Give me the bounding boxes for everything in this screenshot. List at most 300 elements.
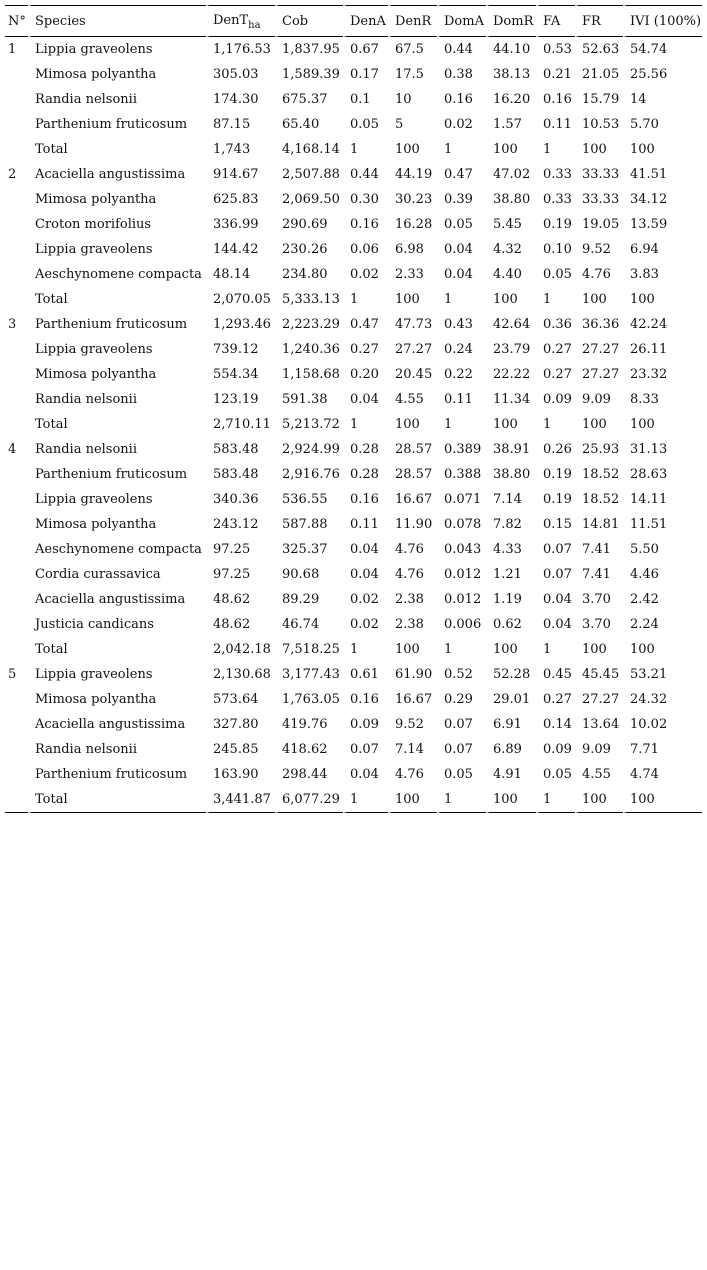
table-row [5, 62, 702, 87]
table-body [5, 37, 702, 813]
cell-importance-value: 3.83 [623, 262, 702, 287]
cell-dominance-absolute: 0.22 [437, 362, 486, 387]
cell-density-total: 554.34 [206, 362, 275, 387]
cell-dominance-relative: 38.91 [486, 437, 536, 462]
cell-species: Mimosa polyantha [28, 62, 206, 87]
table-row [5, 612, 702, 637]
cell-dominance-relative: 38.80 [486, 462, 536, 487]
cell-cover: 298.44 [275, 762, 343, 787]
cell-number [5, 512, 28, 537]
cell-dominance-relative: 0.62 [486, 612, 536, 637]
cell-cover: 6,077.29 [275, 787, 343, 813]
cell-frequency-absolute: 0.04 [536, 612, 575, 637]
cell-frequency-relative: 9.09 [575, 737, 623, 762]
cell-density-total: 243.12 [206, 512, 275, 537]
cell-frequency-relative: 27.27 [575, 687, 623, 712]
cell-cover: 1,158.68 [275, 362, 343, 387]
cell-number: 4 [8, 442, 17, 457]
cell-species: Parthenium fruticosum [28, 312, 206, 337]
cell-density-relative: 9.52 [388, 712, 437, 737]
cell-dominance-relative: 11.34 [486, 387, 536, 412]
cell-density-absolute: 0.05 [343, 112, 388, 137]
header-species: Species [28, 5, 206, 37]
cell-density-total: 2,710.11 [206, 412, 275, 437]
header-density-absolute: DenA [343, 5, 388, 37]
cell-dominance-relative: 52.28 [486, 662, 536, 687]
cell-dominance-absolute: 0.078 [437, 512, 486, 537]
cell-cover: 419.76 [275, 712, 343, 737]
table-row [5, 537, 702, 562]
cell-frequency-relative: 27.27 [575, 337, 623, 362]
cell-density-relative: 100 [388, 637, 437, 662]
cell-frequency-absolute: 0.27 [536, 337, 575, 362]
cell-frequency-absolute: 0.53 [536, 37, 575, 62]
cell-dominance-absolute: 0.52 [437, 662, 486, 687]
cell-density-total: 87.15 [206, 112, 275, 137]
cell-species: Randia nelsonii [28, 387, 206, 412]
cell-density-relative: 67.5 [388, 37, 437, 62]
cell-dominance-absolute: 0.11 [437, 387, 486, 412]
cell-importance-value: 14 [623, 87, 702, 112]
cell-importance-value: 8.33 [623, 387, 702, 412]
cell-frequency-relative: 7.41 [575, 537, 623, 562]
cell-frequency-relative: 4.55 [575, 762, 623, 787]
cell-number: 5 [8, 667, 17, 682]
table-row [5, 187, 702, 212]
cell-frequency-absolute: 1 [536, 787, 575, 813]
cell-density-absolute: 0.02 [343, 612, 388, 637]
cell-frequency-absolute: 0.07 [536, 537, 575, 562]
table-row [5, 437, 702, 462]
header-row [5, 5, 702, 37]
cell-species: Lippia graveolens [28, 237, 206, 262]
header-dominance-absolute: DomA [437, 5, 486, 37]
cell-number [5, 212, 28, 237]
cell-density-relative: 11.90 [388, 512, 437, 537]
cell-importance-value: 11.51 [623, 512, 702, 537]
cell-cover: 1,837.95 [275, 37, 343, 62]
cell-species: Total [28, 137, 206, 162]
cell-species: Mimosa polyantha [28, 187, 206, 212]
cell-density-total: 336.99 [206, 212, 275, 237]
cell-density-total: 2,042.18 [206, 637, 275, 662]
header-cover: Cob [275, 5, 343, 37]
cell-dominance-absolute: 0.43 [437, 312, 486, 337]
total-row [5, 412, 702, 437]
cell-species: Parthenium fruticosum [28, 762, 206, 787]
cell-frequency-absolute: 0.33 [536, 187, 575, 212]
cell-cover: 7,518.25 [275, 637, 343, 662]
cell-cover: 325.37 [275, 537, 343, 562]
cell-frequency-absolute: 0.36 [536, 312, 575, 337]
cell-cover: 4,168.14 [275, 137, 343, 162]
cell-number: 3 [8, 317, 17, 332]
cell-cover: 3,177.43 [275, 662, 343, 687]
cell-density-absolute: 1 [343, 412, 388, 437]
cell-dominance-relative: 42.64 [486, 312, 536, 337]
cell-importance-value: 100 [623, 287, 702, 312]
cell-density-absolute: 0.44 [343, 162, 388, 187]
cell-importance-value: 53.21 [623, 662, 702, 687]
cell-density-total: 3,441.87 [206, 787, 275, 813]
cell-frequency-absolute: 0.27 [536, 362, 575, 387]
cell-species: Parthenium fruticosum [28, 462, 206, 487]
table-row [5, 587, 702, 612]
total-row [5, 287, 702, 312]
cell-density-relative: 4.76 [388, 562, 437, 587]
table-row [5, 562, 702, 587]
cell-number [5, 487, 28, 512]
cell-density-total: 163.90 [206, 762, 275, 787]
cell-density-absolute: 1 [343, 637, 388, 662]
cell-dominance-relative: 38.80 [486, 187, 536, 212]
cell-frequency-absolute: 0.04 [536, 587, 575, 612]
cell-density-total: 48.62 [206, 587, 275, 612]
cell-frequency-relative: 52.63 [575, 37, 623, 62]
cell-cover: 290.69 [275, 212, 343, 237]
cell-species: Randia nelsonii [28, 87, 206, 112]
cell-density-absolute: 0.61 [343, 662, 388, 687]
cell-cover: 1,763.05 [275, 687, 343, 712]
table-row [5, 512, 702, 537]
cell-frequency-absolute: 0.16 [536, 87, 575, 112]
cell-frequency-relative: 33.33 [575, 162, 623, 187]
cell-density-absolute: 0.16 [343, 212, 388, 237]
cell-dominance-absolute: 0.39 [437, 187, 486, 212]
cell-cover: 2,507.88 [275, 162, 343, 187]
cell-cover: 2,924.99 [275, 437, 343, 462]
cell-frequency-relative: 4.76 [575, 262, 623, 287]
cell-density-absolute: 0.04 [343, 387, 388, 412]
cell-importance-value: 31.13 [623, 437, 702, 462]
cell-cover: 5,213.72 [275, 412, 343, 437]
cell-species: Lippia graveolens [28, 487, 206, 512]
cell-density-relative: 10 [388, 87, 437, 112]
cell-frequency-absolute: 0.11 [536, 112, 575, 137]
table-row [5, 37, 702, 62]
cell-density-relative: 17.5 [388, 62, 437, 87]
table-row [5, 737, 702, 762]
table-row [5, 212, 702, 237]
cell-species: Randia nelsonii [28, 737, 206, 762]
cell-density-relative: 47.73 [388, 312, 437, 337]
cell-cover: 1,240.36 [275, 337, 343, 362]
cell-frequency-absolute: 0.10 [536, 237, 575, 262]
cell-density-absolute: 0.17 [343, 62, 388, 87]
header-number: N° [5, 5, 28, 37]
cell-density-absolute: 0.11 [343, 512, 388, 537]
cell-frequency-relative: 9.52 [575, 237, 623, 262]
cell-frequency-relative: 100 [575, 287, 623, 312]
cell-dominance-absolute: 0.02 [437, 112, 486, 137]
cell-dominance-relative: 29.01 [486, 687, 536, 712]
cell-importance-value: 23.32 [623, 362, 702, 387]
cell-density-relative: 100 [388, 137, 437, 162]
cell-importance-value: 14.11 [623, 487, 702, 512]
table-row [5, 387, 702, 412]
cell-importance-value: 2.24 [623, 612, 702, 637]
cell-dominance-relative: 4.40 [486, 262, 536, 287]
cell-importance-value: 24.32 [623, 687, 702, 712]
cell-species: Total [28, 637, 206, 662]
cell-species: Aeschynomene compacta [28, 537, 206, 562]
cell-density-total: 340.36 [206, 487, 275, 512]
cell-number [5, 387, 28, 412]
cell-density-relative: 28.57 [388, 437, 437, 462]
total-row [5, 787, 702, 813]
table-row [5, 462, 702, 487]
cell-density-total: 583.48 [206, 437, 275, 462]
cell-cover: 5,333.13 [275, 287, 343, 312]
cell-number [5, 737, 28, 762]
cell-dominance-absolute: 0.05 [437, 762, 486, 787]
cell-species: Acaciella angustissima [28, 162, 206, 187]
cell-density-total: 1,176.53 [206, 37, 275, 62]
cell-dominance-absolute: 0.47 [437, 162, 486, 187]
cell-dominance-absolute: 0.07 [437, 712, 486, 737]
table-row [5, 487, 702, 512]
cell-number [5, 262, 28, 287]
cell-number [5, 637, 28, 662]
cell-number [5, 462, 28, 487]
cell-dominance-absolute: 0.44 [437, 37, 486, 62]
cell-number [5, 612, 28, 637]
species-importance-table [5, 5, 702, 813]
cell-cover: 234.80 [275, 262, 343, 287]
cell-density-relative: 100 [388, 412, 437, 437]
cell-importance-value: 25.56 [623, 62, 702, 87]
cell-number [5, 187, 28, 212]
cell-species: Randia nelsonii [28, 437, 206, 462]
cell-density-relative: 7.14 [388, 737, 437, 762]
cell-density-relative: 4.76 [388, 537, 437, 562]
cell-density-total: 739.12 [206, 337, 275, 362]
cell-frequency-absolute: 1 [536, 137, 575, 162]
cell-frequency-absolute: 0.07 [536, 562, 575, 587]
cell-density-absolute: 0.16 [343, 487, 388, 512]
cell-frequency-relative: 18.52 [575, 487, 623, 512]
cell-number: 1 [8, 42, 17, 57]
table-row [5, 762, 702, 787]
cell-dominance-absolute: 0.071 [437, 487, 486, 512]
cell-density-total: 48.14 [206, 262, 275, 287]
cell-number [5, 537, 28, 562]
cell-species: Acaciella angustissima [28, 587, 206, 612]
header-dominance-relative: DomR [486, 5, 536, 37]
cell-importance-value: 42.24 [623, 312, 702, 337]
table-row [5, 687, 702, 712]
cell-frequency-absolute: 0.26 [536, 437, 575, 462]
table-row [5, 337, 702, 362]
cell-frequency-relative: 21.05 [575, 62, 623, 87]
cell-cover: 2,916.76 [275, 462, 343, 487]
cell-dominance-absolute: 1 [437, 412, 486, 437]
cell-frequency-relative: 13.64 [575, 712, 623, 737]
cell-frequency-relative: 27.27 [575, 362, 623, 387]
cell-importance-value: 4.46 [623, 562, 702, 587]
cell-frequency-relative: 10.53 [575, 112, 623, 137]
cell-number [5, 562, 28, 587]
cell-cover: 46.74 [275, 612, 343, 637]
cell-density-absolute: 1 [343, 787, 388, 813]
cell-cover: 90.68 [275, 562, 343, 587]
header-density-relative: DenR [388, 5, 437, 37]
cell-dominance-absolute: 0.05 [437, 212, 486, 237]
table-row [5, 312, 702, 337]
cell-cover: 418.62 [275, 737, 343, 762]
cell-density-relative: 4.76 [388, 762, 437, 787]
cell-frequency-relative: 25.93 [575, 437, 623, 462]
cell-density-relative: 2.33 [388, 262, 437, 287]
table-row [5, 112, 702, 137]
cell-cover: 675.37 [275, 87, 343, 112]
cell-species: Cordia curassavica [28, 562, 206, 587]
cell-frequency-absolute: 0.19 [536, 487, 575, 512]
cell-importance-value: 100 [623, 637, 702, 662]
cell-dominance-absolute: 0.16 [437, 87, 486, 112]
cell-dominance-absolute: 0.07 [437, 737, 486, 762]
cell-dominance-relative: 6.89 [486, 737, 536, 762]
cell-density-absolute: 0.28 [343, 437, 388, 462]
cell-importance-value: 5.50 [623, 537, 702, 562]
cell-frequency-absolute: 0.19 [536, 462, 575, 487]
cell-density-total: 1,743 [206, 137, 275, 162]
cell-dominance-relative: 47.02 [486, 162, 536, 187]
cell-number [5, 412, 28, 437]
cell-density-absolute: 1 [343, 287, 388, 312]
cell-dominance-absolute: 1 [437, 287, 486, 312]
cell-dominance-relative: 7.82 [486, 512, 536, 537]
cell-species: Aeschynomene compacta [28, 262, 206, 287]
cell-density-absolute: 0.04 [343, 537, 388, 562]
cell-density-total: 2,130.68 [206, 662, 275, 687]
cell-species: Total [28, 412, 206, 437]
cell-frequency-relative: 15.79 [575, 87, 623, 112]
cell-density-relative: 28.57 [388, 462, 437, 487]
cell-dominance-relative: 23.79 [486, 337, 536, 362]
total-row [5, 137, 702, 162]
cell-species: Lippia graveolens [28, 662, 206, 687]
cell-density-absolute: 0.02 [343, 262, 388, 287]
cell-dominance-absolute: 0.006 [437, 612, 486, 637]
cell-number [5, 337, 28, 362]
cell-density-absolute: 0.06 [343, 237, 388, 262]
cell-density-absolute: 0.20 [343, 362, 388, 387]
cell-density-total: 2,070.05 [206, 287, 275, 312]
cell-density-total: 305.03 [206, 62, 275, 87]
cell-density-total: 573.64 [206, 687, 275, 712]
cell-density-absolute: 0.67 [343, 37, 388, 62]
total-row [5, 637, 702, 662]
table-row [5, 87, 702, 112]
cell-frequency-absolute: 0.33 [536, 162, 575, 187]
cell-dominance-absolute: 0.29 [437, 687, 486, 712]
cell-number [5, 237, 28, 262]
cell-importance-value: 100 [623, 412, 702, 437]
cell-dominance-relative: 100 [486, 637, 536, 662]
cell-importance-value: 10.02 [623, 712, 702, 737]
cell-species: Croton morifolius [28, 212, 206, 237]
header-frequency-absolute: FA [536, 5, 575, 37]
cell-dominance-absolute: 0.388 [437, 462, 486, 487]
cell-number [5, 762, 28, 787]
cell-density-absolute: 0.27 [343, 337, 388, 362]
cell-dominance-relative: 4.91 [486, 762, 536, 787]
cell-density-absolute: 0.16 [343, 687, 388, 712]
cell-number [5, 712, 28, 737]
cell-density-total: 583.48 [206, 462, 275, 487]
cell-number [5, 112, 28, 137]
cell-density-total: 914.67 [206, 162, 275, 187]
cell-frequency-absolute: 0.19 [536, 212, 575, 237]
cell-species: Parthenium fruticosum [28, 112, 206, 137]
cell-number [5, 587, 28, 612]
cell-species: Mimosa polyantha [28, 687, 206, 712]
cell-dominance-absolute: 0.043 [437, 537, 486, 562]
cell-density-total: 174.30 [206, 87, 275, 112]
cell-dominance-relative: 1.19 [486, 587, 536, 612]
cell-density-total: 327.80 [206, 712, 275, 737]
cell-cover: 536.55 [275, 487, 343, 512]
cell-dominance-relative: 7.14 [486, 487, 536, 512]
table-row [5, 237, 702, 262]
cell-dominance-relative: 22.22 [486, 362, 536, 387]
table-row [5, 362, 702, 387]
cell-density-relative: 44.19 [388, 162, 437, 187]
cell-density-relative: 4.55 [388, 387, 437, 412]
cell-cover: 2,223.29 [275, 312, 343, 337]
cell-frequency-absolute: 1 [536, 637, 575, 662]
cell-species: Lippia graveolens [28, 337, 206, 362]
cell-frequency-relative: 19.05 [575, 212, 623, 237]
cell-frequency-absolute: 0.09 [536, 737, 575, 762]
cell-dominance-relative: 6.91 [486, 712, 536, 737]
cell-cover: 65.40 [275, 112, 343, 137]
cell-importance-value: 2.42 [623, 587, 702, 612]
cell-number [5, 62, 28, 87]
cell-dominance-relative: 44.10 [486, 37, 536, 62]
cell-dominance-relative: 100 [486, 137, 536, 162]
cell-dominance-relative: 100 [486, 787, 536, 813]
cell-frequency-absolute: 0.15 [536, 512, 575, 537]
cell-density-absolute: 0.47 [343, 312, 388, 337]
cell-frequency-relative: 14.81 [575, 512, 623, 537]
cell-density-relative: 16.67 [388, 487, 437, 512]
cell-cover: 2,069.50 [275, 187, 343, 212]
cell-frequency-absolute: 1 [536, 412, 575, 437]
cell-density-relative: 30.23 [388, 187, 437, 212]
cell-frequency-relative: 36.36 [575, 312, 623, 337]
cell-density-absolute: 0.02 [343, 587, 388, 612]
cell-frequency-absolute: 0.45 [536, 662, 575, 687]
header-density-total [206, 5, 275, 37]
cell-density-absolute: 0.28 [343, 462, 388, 487]
cell-density-relative: 2.38 [388, 612, 437, 637]
cell-dominance-absolute: 1 [437, 637, 486, 662]
cell-dominance-absolute: 0.389 [437, 437, 486, 462]
cell-cover: 89.29 [275, 587, 343, 612]
cell-importance-value: 34.12 [623, 187, 702, 212]
cell-density-total: 144.42 [206, 237, 275, 262]
cell-frequency-absolute: 0.05 [536, 762, 575, 787]
cell-density-relative: 16.67 [388, 687, 437, 712]
cell-cover: 1,589.39 [275, 62, 343, 87]
cell-cover: 230.26 [275, 237, 343, 262]
cell-density-absolute: 0.07 [343, 737, 388, 762]
species-table-container [5, 5, 702, 813]
cell-cover: 591.38 [275, 387, 343, 412]
cell-density-relative: 100 [388, 787, 437, 813]
